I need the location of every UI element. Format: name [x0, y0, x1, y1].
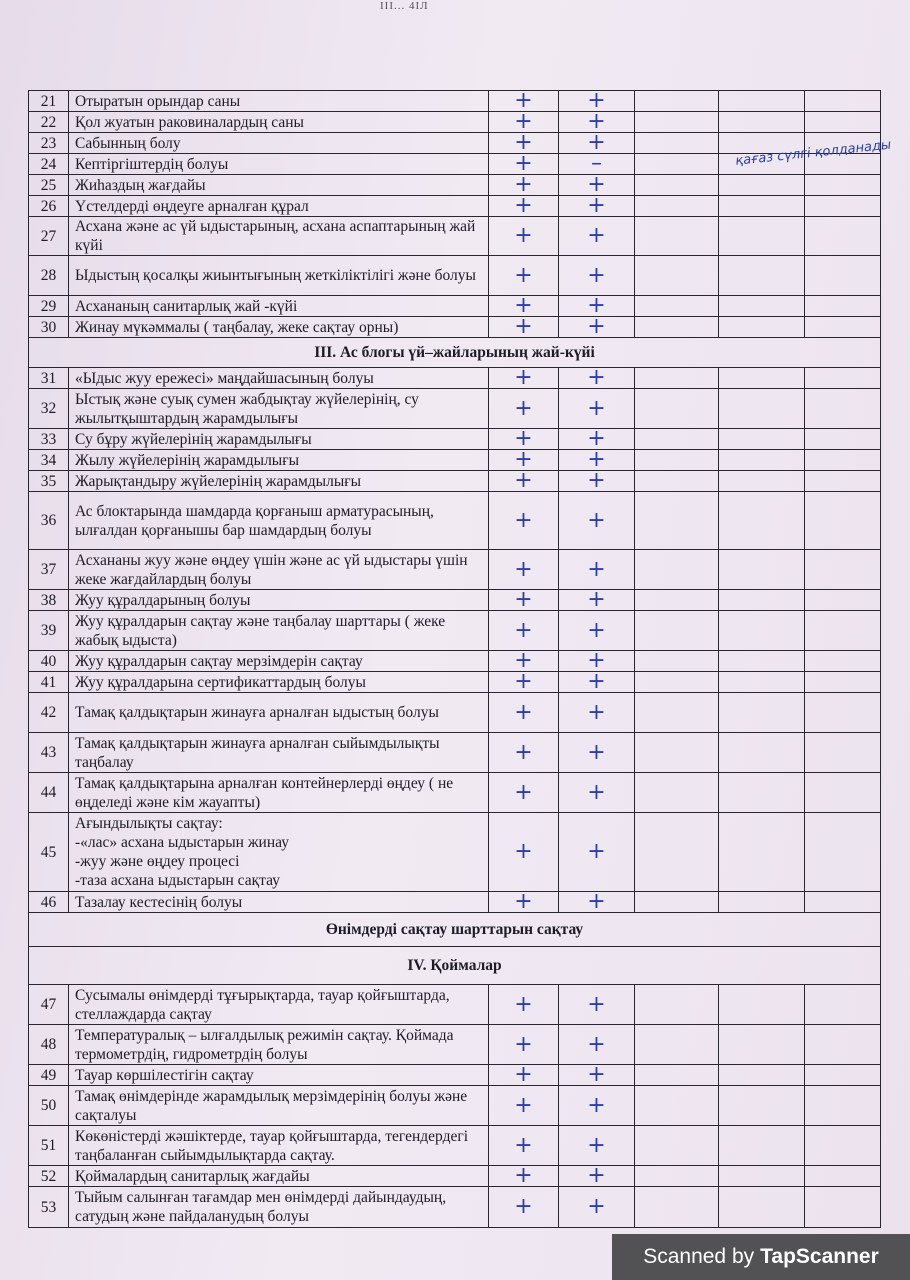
- table-row: [29, 217, 881, 256]
- check-mark-2: +: [559, 1065, 635, 1086]
- check-mark-2: +: [559, 1086, 635, 1126]
- empty-cell: [719, 651, 805, 672]
- empty-cell: [719, 611, 805, 651]
- empty-cell: [635, 256, 719, 296]
- empty-cell: [719, 892, 805, 913]
- empty-cell: [805, 773, 881, 813]
- empty-cell: [719, 217, 805, 256]
- check-mark-1: +: [489, 1187, 559, 1228]
- empty-cell: [719, 733, 805, 773]
- check-mark-1: +: [489, 672, 559, 693]
- check-mark-1: +: [489, 133, 559, 154]
- empty-cell: [805, 672, 881, 693]
- section-title: Өнімдерді сақтау шарттарын сақтау: [29, 913, 881, 947]
- empty-cell: [719, 672, 805, 693]
- empty-cell: [635, 492, 719, 550]
- row-criterion: Тауар көршілестігін сақтау: [69, 1065, 489, 1086]
- empty-cell: [635, 389, 719, 429]
- row-criterion: Ыстық және суық сумен жабдықтау жүйелерінің, су жылытқыштардың жарамдылығы: [69, 389, 489, 429]
- empty-cell: [719, 1025, 805, 1065]
- empty-cell: [805, 813, 881, 892]
- row-criterion: Отыратын орындар саны: [69, 91, 489, 112]
- table-row: [29, 1166, 881, 1187]
- table-row: [29, 317, 881, 338]
- empty-cell: [805, 91, 881, 112]
- row-criterion: Асхананың санитарлық жай -күйі: [69, 296, 489, 317]
- empty-cell: [719, 91, 805, 112]
- row-criterion: «Ыдыс жуу ережесі» маңдайшасының болуы: [69, 368, 489, 389]
- empty-cell: [719, 1065, 805, 1086]
- empty-cell: [805, 429, 881, 450]
- check-mark-1: +: [489, 175, 559, 196]
- table-row: [29, 175, 881, 196]
- empty-cell: [635, 1025, 719, 1065]
- empty-cell: [719, 985, 805, 1025]
- table-row: [29, 733, 881, 773]
- row-criterion: Ыдыстың қосалқы жиынтығының жеткіліктілігі және болуы: [69, 256, 489, 296]
- empty-cell: [635, 1126, 719, 1166]
- empty-cell: [719, 429, 805, 450]
- section-title: III. Ас блогы үй–жайларының жай-күйі: [29, 338, 881, 368]
- empty-cell: [719, 450, 805, 471]
- table-row: [29, 611, 881, 651]
- empty-cell: [805, 196, 881, 217]
- cut-off-header-text: ІІІ... 4ІЛ: [380, 0, 429, 12]
- check-mark-1: +: [489, 773, 559, 813]
- row-number: 51: [29, 1126, 69, 1166]
- check-mark-2: +: [559, 429, 635, 450]
- empty-cell: [635, 611, 719, 651]
- row-number: 47: [29, 985, 69, 1025]
- table-row: [29, 429, 881, 450]
- empty-cell: [635, 550, 719, 590]
- table-row: [29, 492, 881, 550]
- empty-cell: [635, 733, 719, 773]
- empty-cell: [719, 492, 805, 550]
- empty-cell: [719, 550, 805, 590]
- table-row: [29, 813, 881, 892]
- watermark-brand: TapScanner: [760, 1245, 879, 1268]
- empty-cell: [719, 471, 805, 492]
- empty-cell: [635, 471, 719, 492]
- check-mark-2: +: [559, 256, 635, 296]
- check-mark-2: +: [559, 892, 635, 913]
- row-number: 45: [29, 813, 69, 892]
- check-mark-1: +: [489, 154, 559, 175]
- section-header-storage: [29, 913, 881, 985]
- empty-cell: [805, 217, 881, 256]
- row-number: 34: [29, 450, 69, 471]
- empty-cell: [805, 368, 881, 389]
- empty-cell: [635, 1166, 719, 1187]
- row-criterion: Жарықтандыру жүйелерінің жарамдылығы: [69, 471, 489, 492]
- check-mark-1: +: [489, 1065, 559, 1086]
- empty-cell: [805, 550, 881, 590]
- empty-cell: [805, 1025, 881, 1065]
- check-mark-2: +: [559, 317, 635, 338]
- check-mark-2: +: [559, 590, 635, 611]
- empty-cell: [635, 651, 719, 672]
- table-row: [29, 693, 881, 733]
- row-criterion: Жуу құралдарын сақтау мерзімдерін сақтау: [69, 651, 489, 672]
- table-body-part3: [29, 368, 881, 913]
- check-mark-1: +: [489, 813, 559, 892]
- row-criterion: Қол жуатын раковиналардың саны: [69, 112, 489, 133]
- empty-cell: [805, 175, 881, 196]
- check-mark-2: +: [559, 733, 635, 773]
- check-mark-2: +: [559, 1166, 635, 1187]
- check-mark-2: +: [559, 368, 635, 389]
- row-number: 25: [29, 175, 69, 196]
- table-row: [29, 133, 881, 154]
- row-number: 42: [29, 693, 69, 733]
- row-number: 38: [29, 590, 69, 611]
- table-row: [29, 368, 881, 389]
- row-criterion: Асхананы жуу және өңдеу үшін және ас үй ыдыстары үшін жеке жағдайлардың болуы: [69, 550, 489, 590]
- row-criterion: Сабынның болу: [69, 133, 489, 154]
- row-number: 21: [29, 91, 69, 112]
- inspection-table: [28, 90, 881, 1228]
- empty-cell: [719, 317, 805, 338]
- empty-cell: [635, 590, 719, 611]
- row-number: 30: [29, 317, 69, 338]
- row-number: 43: [29, 733, 69, 773]
- table-row: [29, 672, 881, 693]
- row-number: 53: [29, 1187, 69, 1228]
- row-criterion: Тамақ қалдықтарын жинауға арналған ыдыстың болуы: [69, 693, 489, 733]
- empty-cell: [719, 590, 805, 611]
- row-number: 36: [29, 492, 69, 550]
- empty-cell: [719, 1126, 805, 1166]
- watermark-prefix: Scanned by: [643, 1245, 755, 1268]
- empty-cell: [635, 133, 719, 154]
- empty-cell: [635, 91, 719, 112]
- row-criterion: Кептіргіштердің болуы: [69, 154, 489, 175]
- table-row: [29, 1187, 881, 1228]
- row-number: 37: [29, 550, 69, 590]
- check-mark-1: +: [489, 296, 559, 317]
- row-number: 33: [29, 429, 69, 450]
- table-row: [29, 256, 881, 296]
- empty-cell: [719, 256, 805, 296]
- empty-cell: [805, 1166, 881, 1187]
- section-header-3: [29, 338, 881, 368]
- empty-cell: [805, 389, 881, 429]
- empty-cell: [805, 112, 881, 133]
- check-mark-2: +: [559, 1126, 635, 1166]
- check-mark-1: +: [489, 256, 559, 296]
- row-criterion: Үстелдерді өңдеуге арналған құрал: [69, 196, 489, 217]
- table-row: [29, 1025, 881, 1065]
- check-mark-1: +: [489, 733, 559, 773]
- empty-cell: [635, 773, 719, 813]
- empty-cell: [719, 175, 805, 196]
- table-row: [29, 196, 881, 217]
- check-mark-2: +: [559, 672, 635, 693]
- check-mark-2: +: [559, 693, 635, 733]
- row-number: 44: [29, 773, 69, 813]
- empty-cell: [635, 1065, 719, 1086]
- empty-cell: [805, 471, 881, 492]
- row-number: 49: [29, 1065, 69, 1086]
- table-row: [29, 590, 881, 611]
- check-mark-1: +: [489, 985, 559, 1025]
- check-mark-2: +: [559, 471, 635, 492]
- empty-cell: [805, 256, 881, 296]
- row-number: 50: [29, 1086, 69, 1126]
- row-number: 29: [29, 296, 69, 317]
- row-criterion: Тамақ өнімдерінде жарамдылық мерзімдерінің болуы және сақталуы: [69, 1086, 489, 1126]
- check-mark-1: +: [489, 112, 559, 133]
- check-mark-2: +: [559, 651, 635, 672]
- check-mark-2: +: [559, 1025, 635, 1065]
- empty-cell: [719, 1086, 805, 1126]
- check-mark-1: +: [489, 368, 559, 389]
- row-criterion: Ағындылықты сақтау: -«лас» асхана ыдыстарын жинау -жуу және өңдеу процесі -таза асхана ыдыстарын сақтау: [69, 813, 489, 892]
- check-mark-2: +: [559, 985, 635, 1025]
- row-number: 23: [29, 133, 69, 154]
- row-number: 41: [29, 672, 69, 693]
- table-row: [29, 550, 881, 590]
- table-row: [29, 112, 881, 133]
- empty-cell: [719, 1166, 805, 1187]
- empty-cell: [635, 1187, 719, 1228]
- check-mark-2: +: [559, 91, 635, 112]
- empty-cell: [719, 1187, 805, 1228]
- table-row: [29, 1086, 881, 1126]
- empty-cell: [805, 590, 881, 611]
- empty-cell: [805, 611, 881, 651]
- check-mark-2: +: [559, 492, 635, 550]
- check-mark-2: +: [559, 1187, 635, 1228]
- empty-cell: [635, 368, 719, 389]
- row-criterion: Асхана және ас үй ыдыстарының, асхана аспаптарының жай күйі: [69, 217, 489, 256]
- empty-cell: [635, 693, 719, 733]
- row-number: 22: [29, 112, 69, 133]
- row-number: 24: [29, 154, 69, 175]
- check-mark-1: +: [489, 471, 559, 492]
- row-number: 48: [29, 1025, 69, 1065]
- empty-cell: [635, 296, 719, 317]
- empty-cell: [805, 693, 881, 733]
- check-mark-2: +: [559, 611, 635, 651]
- row-criterion: Жуу құралдарына сертификаттардың болуы: [69, 672, 489, 693]
- empty-cell: [719, 693, 805, 733]
- empty-cell: [635, 1086, 719, 1126]
- empty-cell: [805, 492, 881, 550]
- empty-cell: [635, 672, 719, 693]
- empty-cell: [805, 733, 881, 773]
- table-row: [29, 91, 881, 112]
- row-criterion: Жуу құралдарының болуы: [69, 590, 489, 611]
- empty-cell: [635, 196, 719, 217]
- empty-cell: [635, 175, 719, 196]
- empty-cell: [635, 813, 719, 892]
- empty-cell: [719, 196, 805, 217]
- check-mark-1: +: [489, 1025, 559, 1065]
- check-mark-1: +: [489, 196, 559, 217]
- row-number: 26: [29, 196, 69, 217]
- row-criterion: Жиһаздың жағдайы: [69, 175, 489, 196]
- check-mark-2: +: [559, 450, 635, 471]
- row-criterion: Көкөністерді жәшіктерде, тауар қойғыштарда, тегендердегі таңбаланған сыйымдылықтарда сақтау.: [69, 1126, 489, 1166]
- row-criterion: Жуу құралдарын сақтау және таңбалау шарттары ( жеке жабық ыдыста): [69, 611, 489, 651]
- empty-cell: [805, 296, 881, 317]
- check-mark-1: +: [489, 651, 559, 672]
- check-mark-1: +: [489, 317, 559, 338]
- empty-cell: [805, 1187, 881, 1228]
- empty-cell: [805, 892, 881, 913]
- table-row: [29, 1126, 881, 1166]
- section-title: IV. Қоймалар: [29, 947, 881, 985]
- empty-cell: [635, 450, 719, 471]
- table-row: [29, 389, 881, 429]
- table-row: [29, 985, 881, 1025]
- empty-cell: [805, 1086, 881, 1126]
- check-mark-1: +: [489, 91, 559, 112]
- empty-cell: [719, 813, 805, 892]
- empty-cell: [805, 985, 881, 1025]
- table-body-part4: [29, 985, 881, 1228]
- handwritten-note: қағаз сүлгі қолданады: [734, 137, 892, 169]
- row-number: 52: [29, 1166, 69, 1187]
- check-mark-2: +: [559, 296, 635, 317]
- check-mark-1: +: [489, 590, 559, 611]
- row-criterion: Жылу жүйелерінің жарамдылығы: [69, 450, 489, 471]
- check-mark-2: +: [559, 112, 635, 133]
- row-criterion: Тазалау кестесінің болуы: [69, 892, 489, 913]
- table-row: [29, 450, 881, 471]
- row-criterion: Жинау мүкәммалы ( таңбалау, жеке сақтау орны): [69, 317, 489, 338]
- empty-cell: [635, 154, 719, 175]
- row-criterion: Тамақ қалдықтарын жинауға арналған сыйымдылықты таңбалау: [69, 733, 489, 773]
- row-number: 39: [29, 611, 69, 651]
- row-number: 27: [29, 217, 69, 256]
- check-mark-1: +: [489, 1126, 559, 1166]
- row-number: 28: [29, 256, 69, 296]
- row-criterion: Сусымалы өнімдерді тұғырықтарда, тауар қойғыштарда, стеллаждарда сақтау: [69, 985, 489, 1025]
- check-mark-2: +: [559, 389, 635, 429]
- check-mark-2: +: [559, 813, 635, 892]
- row-criterion: Ас блоктарында шамдарда қорғаныш арматурасының, ылғалдан қорғанышы бар шамдардың болуы: [69, 492, 489, 550]
- check-mark-2: +: [559, 196, 635, 217]
- check-mark-1: +: [489, 892, 559, 913]
- empty-cell: [635, 892, 719, 913]
- check-mark-1: +: [489, 693, 559, 733]
- check-mark-1: +: [489, 389, 559, 429]
- check-mark-2: +: [559, 773, 635, 813]
- empty-cell: [635, 217, 719, 256]
- check-mark-1: +: [489, 450, 559, 471]
- empty-cell: [719, 773, 805, 813]
- empty-cell: [635, 317, 719, 338]
- check-mark-1: +: [489, 217, 559, 256]
- empty-cell: [805, 651, 881, 672]
- row-number: 46: [29, 892, 69, 913]
- empty-cell: [805, 1065, 881, 1086]
- scanner-watermark: [612, 1234, 910, 1280]
- empty-cell: [805, 317, 881, 338]
- check-mark-1: +: [489, 1086, 559, 1126]
- check-mark-1: +: [489, 550, 559, 590]
- check-mark-2: –: [559, 154, 635, 175]
- empty-cell: [635, 112, 719, 133]
- empty-cell: [805, 450, 881, 471]
- row-criterion: Тыйым салынған тағамдар мен өнімдерді дайындаудың, сатудың және пайдаланудың болуы: [69, 1187, 489, 1228]
- table-body-part1: [29, 91, 881, 338]
- empty-cell: [719, 368, 805, 389]
- table-row: [29, 296, 881, 317]
- empty-cell: [719, 296, 805, 317]
- table-row: [29, 471, 881, 492]
- check-mark-2: +: [559, 550, 635, 590]
- row-criterion: Қоймалардың санитарлық жағдайы: [69, 1166, 489, 1187]
- empty-cell: [719, 112, 805, 133]
- table-row: [29, 651, 881, 672]
- check-mark-2: +: [559, 133, 635, 154]
- row-number: 31: [29, 368, 69, 389]
- row-number: 40: [29, 651, 69, 672]
- check-mark-1: +: [489, 1166, 559, 1187]
- empty-cell: [635, 429, 719, 450]
- check-mark-1: +: [489, 611, 559, 651]
- row-criterion: Тамақ қалдықтарына арналған контейнерлерді өңдеу ( не өңделеді және кім жауапты): [69, 773, 489, 813]
- table-row: [29, 1065, 881, 1086]
- empty-cell: [635, 985, 719, 1025]
- empty-cell: [719, 389, 805, 429]
- table-row: [29, 892, 881, 913]
- row-number: 35: [29, 471, 69, 492]
- empty-cell: [805, 1126, 881, 1166]
- table-row: [29, 773, 881, 813]
- row-criterion: Температуралық – ылғалдылық режимін сақтау. Қоймада термометрдің, гидрометрдің болуы: [69, 1025, 489, 1065]
- row-criterion: Су бұру жүйелерінің жарамдылығы: [69, 429, 489, 450]
- check-mark-1: +: [489, 492, 559, 550]
- check-mark-1: +: [489, 429, 559, 450]
- check-mark-2: +: [559, 175, 635, 196]
- row-number: 32: [29, 389, 69, 429]
- check-mark-2: +: [559, 217, 635, 256]
